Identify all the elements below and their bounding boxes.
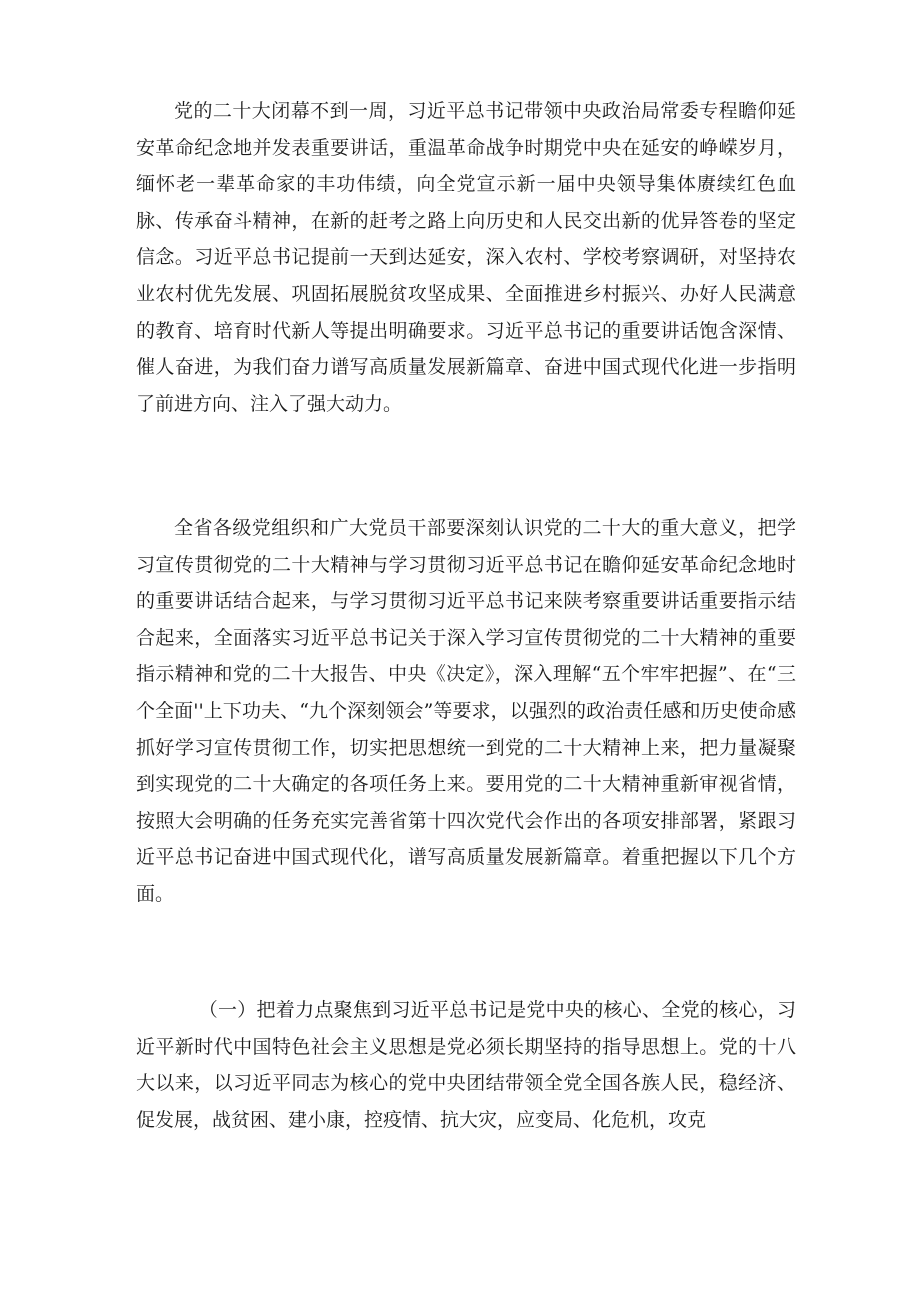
paragraph-1: 党的二十大闭幕不到一周，习近平总书记带领中央政治局常委专程瞻仰延安革命纪念地并发表重要讲话，重温革命战争时期党中央在延安的峥嵘岁月，缅怀老一辈革命家的丰功伟绩，向全党宣示新一届中央领导集体赓续红色血脉、传承奋斗精神，在新的赶考之路上向历史和人民交出新的优异答卷的坚定信念。习近平总书记提前一天到达延安，深入农村、学校考察调研，对坚持农业农村优先发展、巩固拓展脱贫攻坚成果、全面推进乡村振兴、办好人民满意的教育、培育时代新人等提出明确要求。习近平总书记的重要讲话饱含深情、催人奋进，为我们奋力谱写高质量发展新篇章、奋进中国式现代化进一步指明了前进方向、注入了强大动力。 — [136, 100, 796, 415]
paragraph-3-container — [136, 992, 796, 1138]
paragraph-2-container — [136, 510, 796, 913]
paragraph-1-container — [136, 93, 796, 422]
paragraph-3: （一）把着力点聚焦到习近平总书记是党中央的核心、全党的核心，习近平新时代中国特色社会主义思想是党必须长期坚持的指导思想上。党的十八大以来，以习近平同志为核心的党中央团结带领全党全国各族人民，稳经济、促发展，战贫困、建小康，控疫情、抗大灾，应变局、化危机，攻克 — [136, 999, 796, 1131]
paragraph-2: 全省各级党组织和广大党员干部要深刻认识党的二十大的重大意义，把学习宣传贯彻党的二十大精神与学习贯彻习近平总书记在瞻仰延安革命纪念地时的重要讲话结合起来，与学习贯彻习近平总书记来陕考察重要讲话重要指示结合起来，全面落实习近平总书记关于深入学习宣传贯彻党的二十大精神的重要指示精神和党的二十大报告、中央《决定》，深入理解“五个牢牢把握”、在“三个全面''上下功夫、“九个深刻领会”等要求，以强烈的政治责任感和历史使命感抓好学习宣传贯彻工作，切实把思想统一到党的二十大精神上来，把力量凝聚到实现党的二十大确定的各项任务上来。要用党的二十大精神重新审视省情，按照大会明确的任务充实完善省第十四次党代会作出的各项安排部署，紧跟习近平总书记奋进中国式现代化，谱写高质量发展新篇章。着重把握以下几个方面。 — [136, 517, 796, 905]
